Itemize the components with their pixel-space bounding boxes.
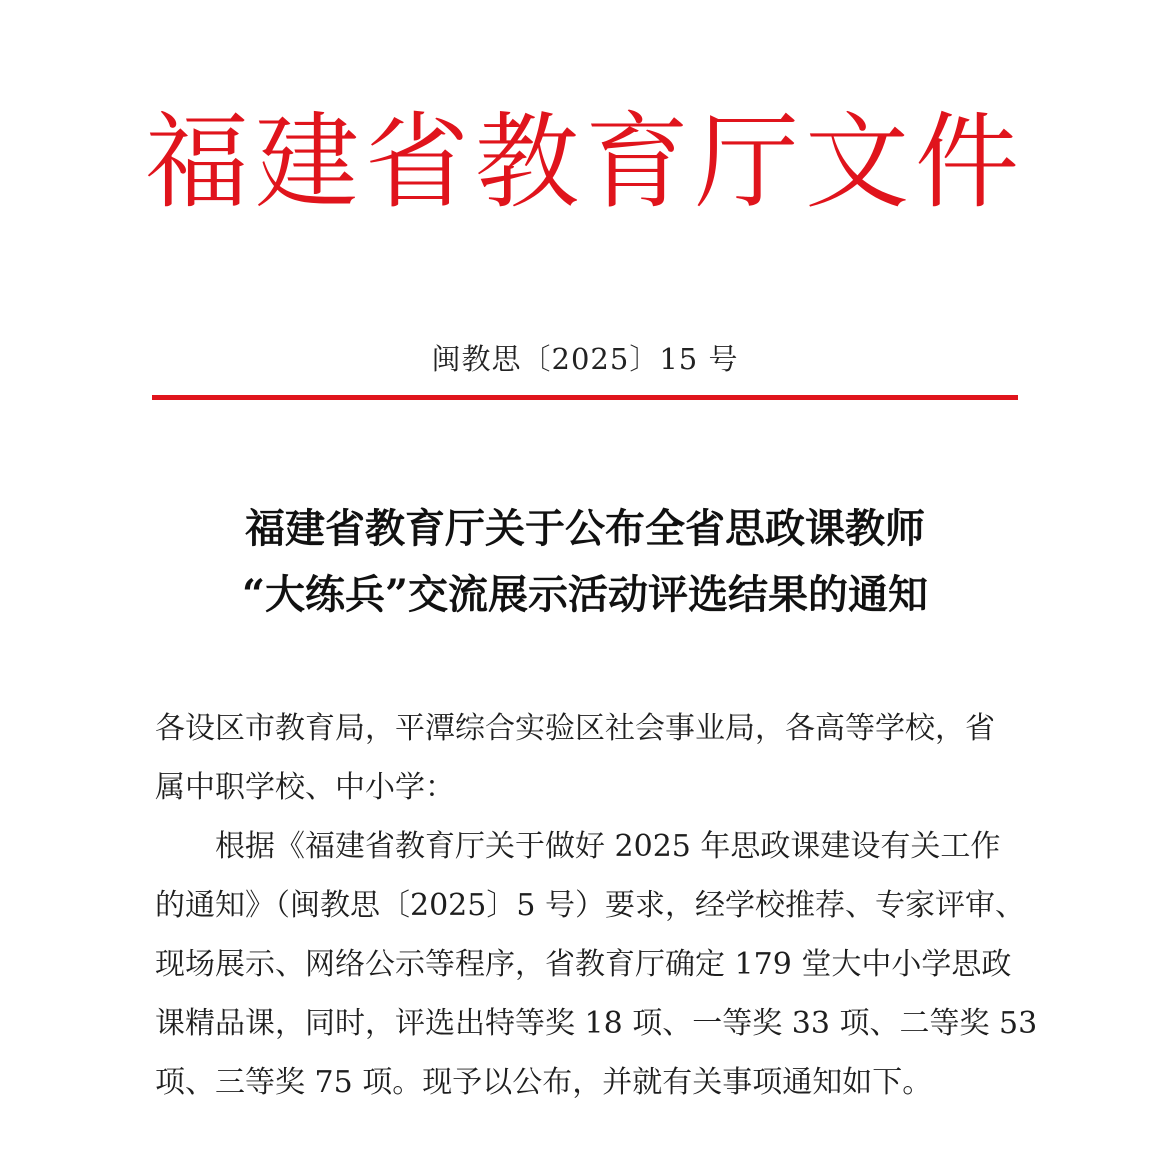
body-line: 根据《福建省教育厅关于做好 2025 年思政课建设有关工作 — [155, 829, 1001, 864]
title-line-1: 福建省教育厅关于公布全省思政课教师 — [245, 505, 925, 552]
body-line: 课精品课，同时，评选出特等奖 18 项、一等奖 33 项、二等奖 53 — [155, 1006, 1038, 1041]
body-line: 现场展示、网络公示等程序，省教育厅确定 179 堂大中小学思政 — [155, 947, 1012, 982]
body-line: 属中职学校、中小学： — [155, 770, 455, 805]
issuer-header: 福建省教育厅文件 — [144, 101, 1025, 223]
body-line: 的通知》（闽教思〔2025〕5 号）要求，经学校推荐、专家评审、 — [155, 888, 1025, 923]
title-line-2: “大练兵”交流展示活动评选结果的通知 — [241, 571, 928, 618]
document-body — [155, 699, 1038, 1112]
red-divider-line — [152, 395, 1018, 400]
body-line: 项、三等奖 75 项。现予以公布，并就有关事项通知如下。 — [155, 1065, 933, 1100]
document-title — [0, 496, 1170, 628]
document-number: 闽教思〔2025〕15 号 — [431, 342, 739, 376]
body-line: 各设区市教育局，平潭综合实验区社会事业局，各高等学校，省 — [155, 711, 995, 746]
